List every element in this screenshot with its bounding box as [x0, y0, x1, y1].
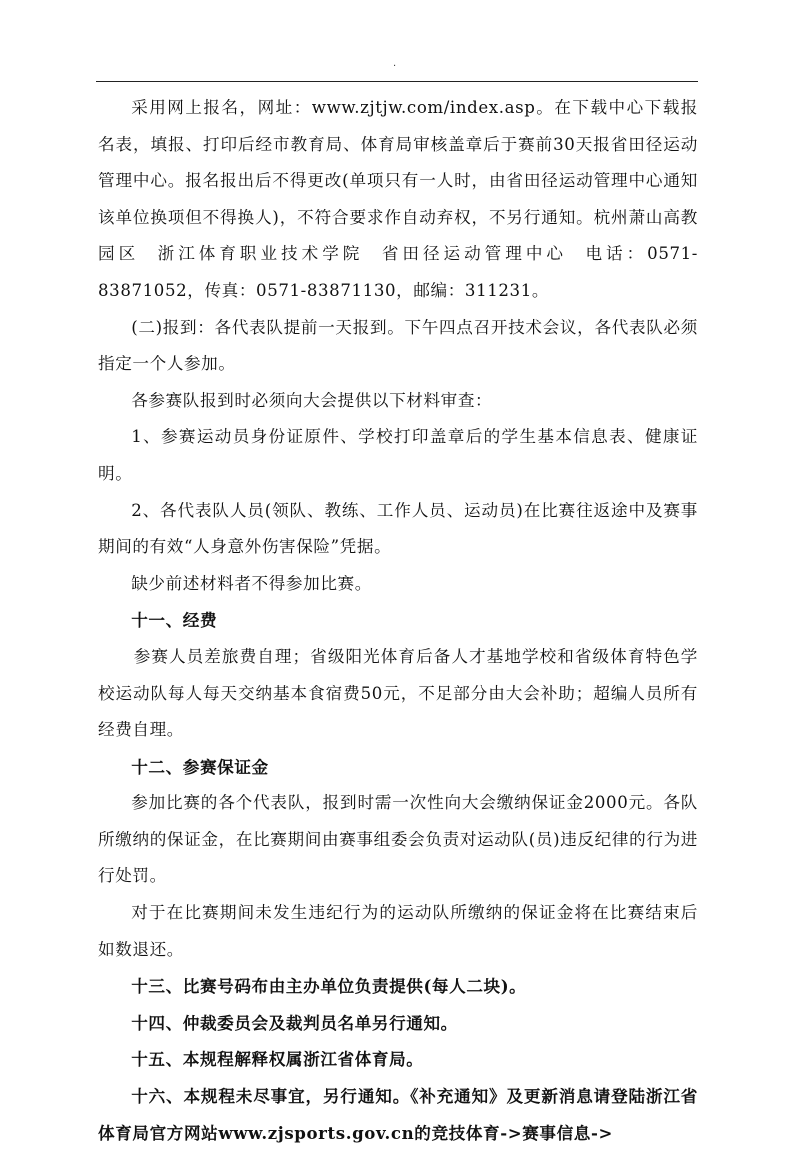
materials-item-1: 1、参赛运动员身份证原件、学校打印盖章后的学生基本信息表、健康证明。 [98, 427, 698, 483]
section-16: 十六、本规程未尽事宜，另行通知。《补充通知》及更新消息请登陆浙江省体育局官方网站www.zjsports.gov.cn的竞技体育->赛事信息-> [98, 1086, 698, 1143]
expenses-paragraph: 参赛人员差旅费自理；省级阳光体育后备人才基地学校和省级体育特色学校运动队每人每天交纳基本食宿费50元，不足部分由大会补助；超编人员所有经费自理。 [98, 646, 698, 740]
header-rule [96, 81, 698, 82]
section-15: 十五、本规程解释权属浙江省体育局。 [131, 1049, 424, 1070]
document-body [98, 90, 698, 1151]
check-in-paragraph: (二)报到：各代表队提前一天报到。下午四点召开技术会议，各代表队必须指定一个人参加。 [98, 317, 698, 374]
deposit-paragraph: 参加比赛的各个代表队，报到时需一次性向大会缴纳保证金2000元。各队所缴纳的保证金，在比赛期间由赛事组委会负责对运动队(员)违反纪律的行为进行处罚。 [98, 793, 698, 886]
materials-intro-paragraph: 各参赛队报到时必须向大会提供以下材料审查： [131, 390, 493, 410]
registration-paragraph: 采用网上报名，网址：www.zjtjw.com/index.asp。在下载中心下载报名表，填报、打印后经市教育局、体育局审核盖章后于赛前30天报省田径运动管理中心。报名报出后不得更改(单项只有一人时，由省田径运动管理中心通知该单位换项但不得换人)，不符合要求作自动弃权，不另行通知。杭州萧山高教园区 浙江体育职业技术学院 省田径运动管理中心 电话：0571-83871052，传真：0571-83871130，邮编：311231。 [98, 98, 698, 300]
section-13: 十三、比赛号码布由主办单位负责提供(每人二块)。 [131, 976, 527, 997]
materials-note: 缺少前述材料者不得参加比赛。 [131, 573, 372, 593]
section-14: 十四、仲裁委员会及裁判员名单另行通知。 [131, 1012, 458, 1033]
section-heading-deposit: 十二、参赛保证金 [131, 756, 269, 777]
section-heading-expenses: 十一、经费 [131, 610, 218, 631]
deposit-refund-paragraph: 对于在比赛期间未发生违纪行为的运动队所缴纳的保证金将在比赛结束后如数退还。 [98, 903, 698, 959]
header-mark: . [393, 58, 397, 69]
materials-item-2: 2、各代表队人员(领队、教练、工作人员、运动员)在比赛往返途中及赛事期间的有效“人身意外伤害保险”凭据。 [98, 500, 698, 557]
